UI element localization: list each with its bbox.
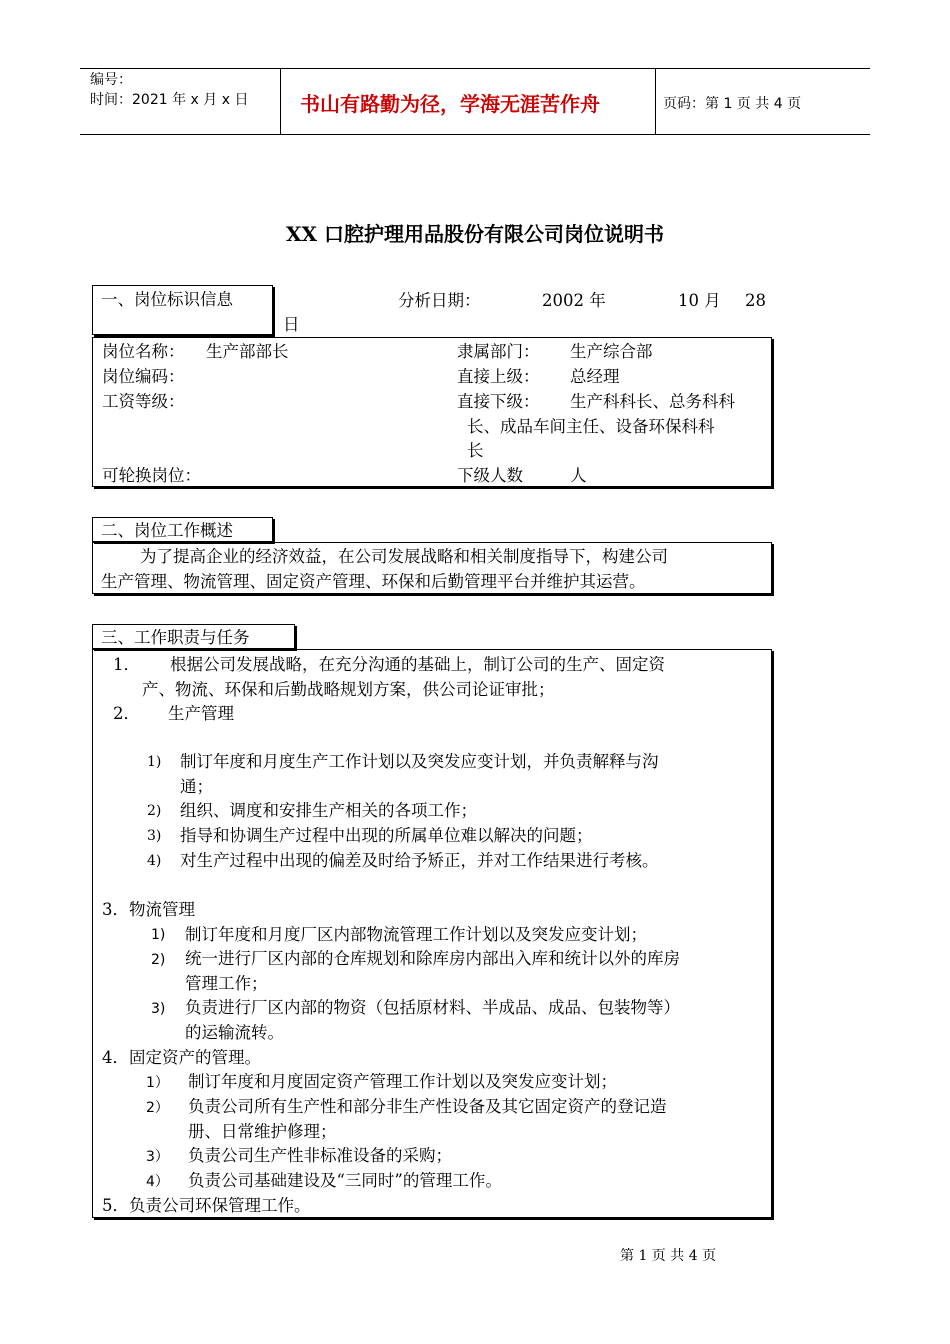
department-value: 生产综合部 — [570, 342, 653, 361]
direct-subordinates-value: 生产科科长、总务科科 — [570, 392, 735, 411]
item4-sub4-number: 4） — [146, 1174, 169, 1190]
subordinate-count-label: 下级人数 — [457, 466, 523, 485]
item2-sub4-number: 4) — [147, 853, 162, 869]
direct-subordinates-label: 直接下级： — [457, 392, 540, 411]
section1-heading: 一、岗位标识信息 — [101, 290, 233, 309]
position-name-value: 生产部部长 — [206, 342, 289, 361]
item4-sub2-text: 负责公司所有生产性和部分非生产性设备及其它固定资产的登记造 — [188, 1097, 667, 1116]
item4-sub3-number: 3） — [146, 1149, 169, 1165]
item3-sub3-number: 3) — [151, 1001, 166, 1017]
item2-sub4-text: 对生产过程中出现的偏差及时给予矫正，并对工作结果进行考核。 — [180, 851, 659, 870]
item3-sub2-number: 2) — [151, 952, 166, 968]
item2-sub3-number: 3) — [147, 828, 162, 844]
summary-line1: 为了提高企业的经济效益，在公司发展战略和相关制度指导下，构建公司 — [140, 547, 668, 566]
item4-sub3-text: 负责公司生产性非标准设备的采购； — [188, 1146, 452, 1165]
item1-line1: 根据公司发展战略，在充分沟通的基础上，制订公司的生产、固定资 — [170, 655, 665, 674]
item2-title: 生产管理 — [168, 704, 234, 723]
header-page-info: 页码：第 1 页 共 4 页 — [663, 96, 802, 112]
item3-sub2-cont: 管理工作； — [185, 974, 268, 993]
header-bottom-rule — [80, 134, 870, 135]
item3-sub1-number: 1) — [151, 927, 166, 943]
item3-sub3-cont: 的运输流转。 — [185, 1023, 284, 1042]
item1-number: 1． — [113, 655, 140, 674]
item2-number: 2． — [113, 704, 140, 723]
direct-superior-value: 总经理 — [570, 367, 620, 386]
position-name-label: 岗位名称： — [102, 342, 185, 361]
rotation-position-label: 可轮换岗位： — [102, 466, 201, 485]
analysis-day: 28 — [745, 291, 766, 310]
direct-superior-label: 直接上级： — [457, 367, 540, 386]
header-code-label: 编号： — [90, 72, 132, 88]
item3-sub3-text: 负责进行厂区内部的物资（包括原材料、半成品、成品、包装物等） — [185, 998, 680, 1017]
item4-sub2-number: 2） — [146, 1100, 169, 1116]
position-code-label: 岗位编码： — [102, 367, 185, 386]
analysis-year: 2002 年 — [542, 291, 606, 310]
item1-line2: 产、物流、环保和后勤战略规划方案，供公司论证审批； — [142, 680, 555, 699]
section2-heading: 二、岗位工作概述 — [101, 521, 233, 540]
item3-sub2-text: 统一进行厂区内部的仓库规划和除库房内部出入库和统计以外的库房 — [185, 949, 680, 968]
item2-sub2-text: 组织、调度和安排生产相关的各项工作； — [180, 801, 477, 820]
header-top-rule — [80, 68, 870, 69]
analysis-date-label: 分析日期： — [398, 291, 481, 310]
item4-sub1-number: 1） — [146, 1075, 169, 1091]
item4-sub1-text: 制订年度和月度固定资产管理工作计划以及突发应变计划； — [188, 1072, 617, 1091]
item2-sub1-cont: 通； — [180, 777, 213, 796]
item3-sub1-text: 制订年度和月度厂区内部物流管理工作计划以及突发应变计划； — [185, 925, 647, 944]
item5-title: 5．负责公司环保管理工作。 — [102, 1196, 311, 1215]
item4-title: 4．固定资产的管理。 — [102, 1048, 261, 1067]
header-divider-left — [280, 68, 281, 134]
analysis-day-unit: 日 — [283, 315, 300, 334]
header-motto: 书山有路勤为径，学海无涯苦作舟 — [300, 92, 600, 116]
item2-sub1-text: 制订年度和月度生产工作计划以及突发应变计划，并负责解释与沟 — [180, 752, 659, 771]
item2-sub1-number: 1) — [147, 754, 162, 770]
department-label: 隶属部门： — [457, 342, 540, 361]
analysis-month: 10 月 — [678, 291, 721, 310]
subordinate-count-unit: 人 — [570, 466, 587, 485]
item2-sub2-number: 2) — [147, 803, 162, 819]
item2-sub3-text: 指导和协调生产过程中出现的所属单位难以解决的问题； — [180, 826, 593, 845]
section3-heading: 三、工作职责与任务 — [101, 628, 250, 647]
item4-sub2-cont: 册、日常维护修理； — [188, 1122, 337, 1141]
footer-page-number: 第 1 页 共 4 页 — [620, 1248, 717, 1264]
header-divider-right — [655, 68, 656, 134]
header-date-label: 时间：2021 年 x 月 x 日 — [90, 92, 249, 108]
document-title: XX 口腔护理用品股份有限公司岗位说明书 — [286, 222, 664, 246]
item3-title: 3．物流管理 — [102, 900, 195, 919]
direct-subordinates-line2: 长、成品车间主任、设备环保科科 — [467, 417, 715, 436]
salary-grade-label: 工资等级： — [102, 392, 185, 411]
summary-line2: 生产管理、物流管理、固定资产管理、环保和后勤管理平台并维护其运营。 — [101, 572, 646, 591]
direct-subordinates-line3: 长 — [467, 441, 484, 460]
item4-sub4-text: 负责公司基础建设及“三同时”的管理工作。 — [188, 1171, 502, 1190]
